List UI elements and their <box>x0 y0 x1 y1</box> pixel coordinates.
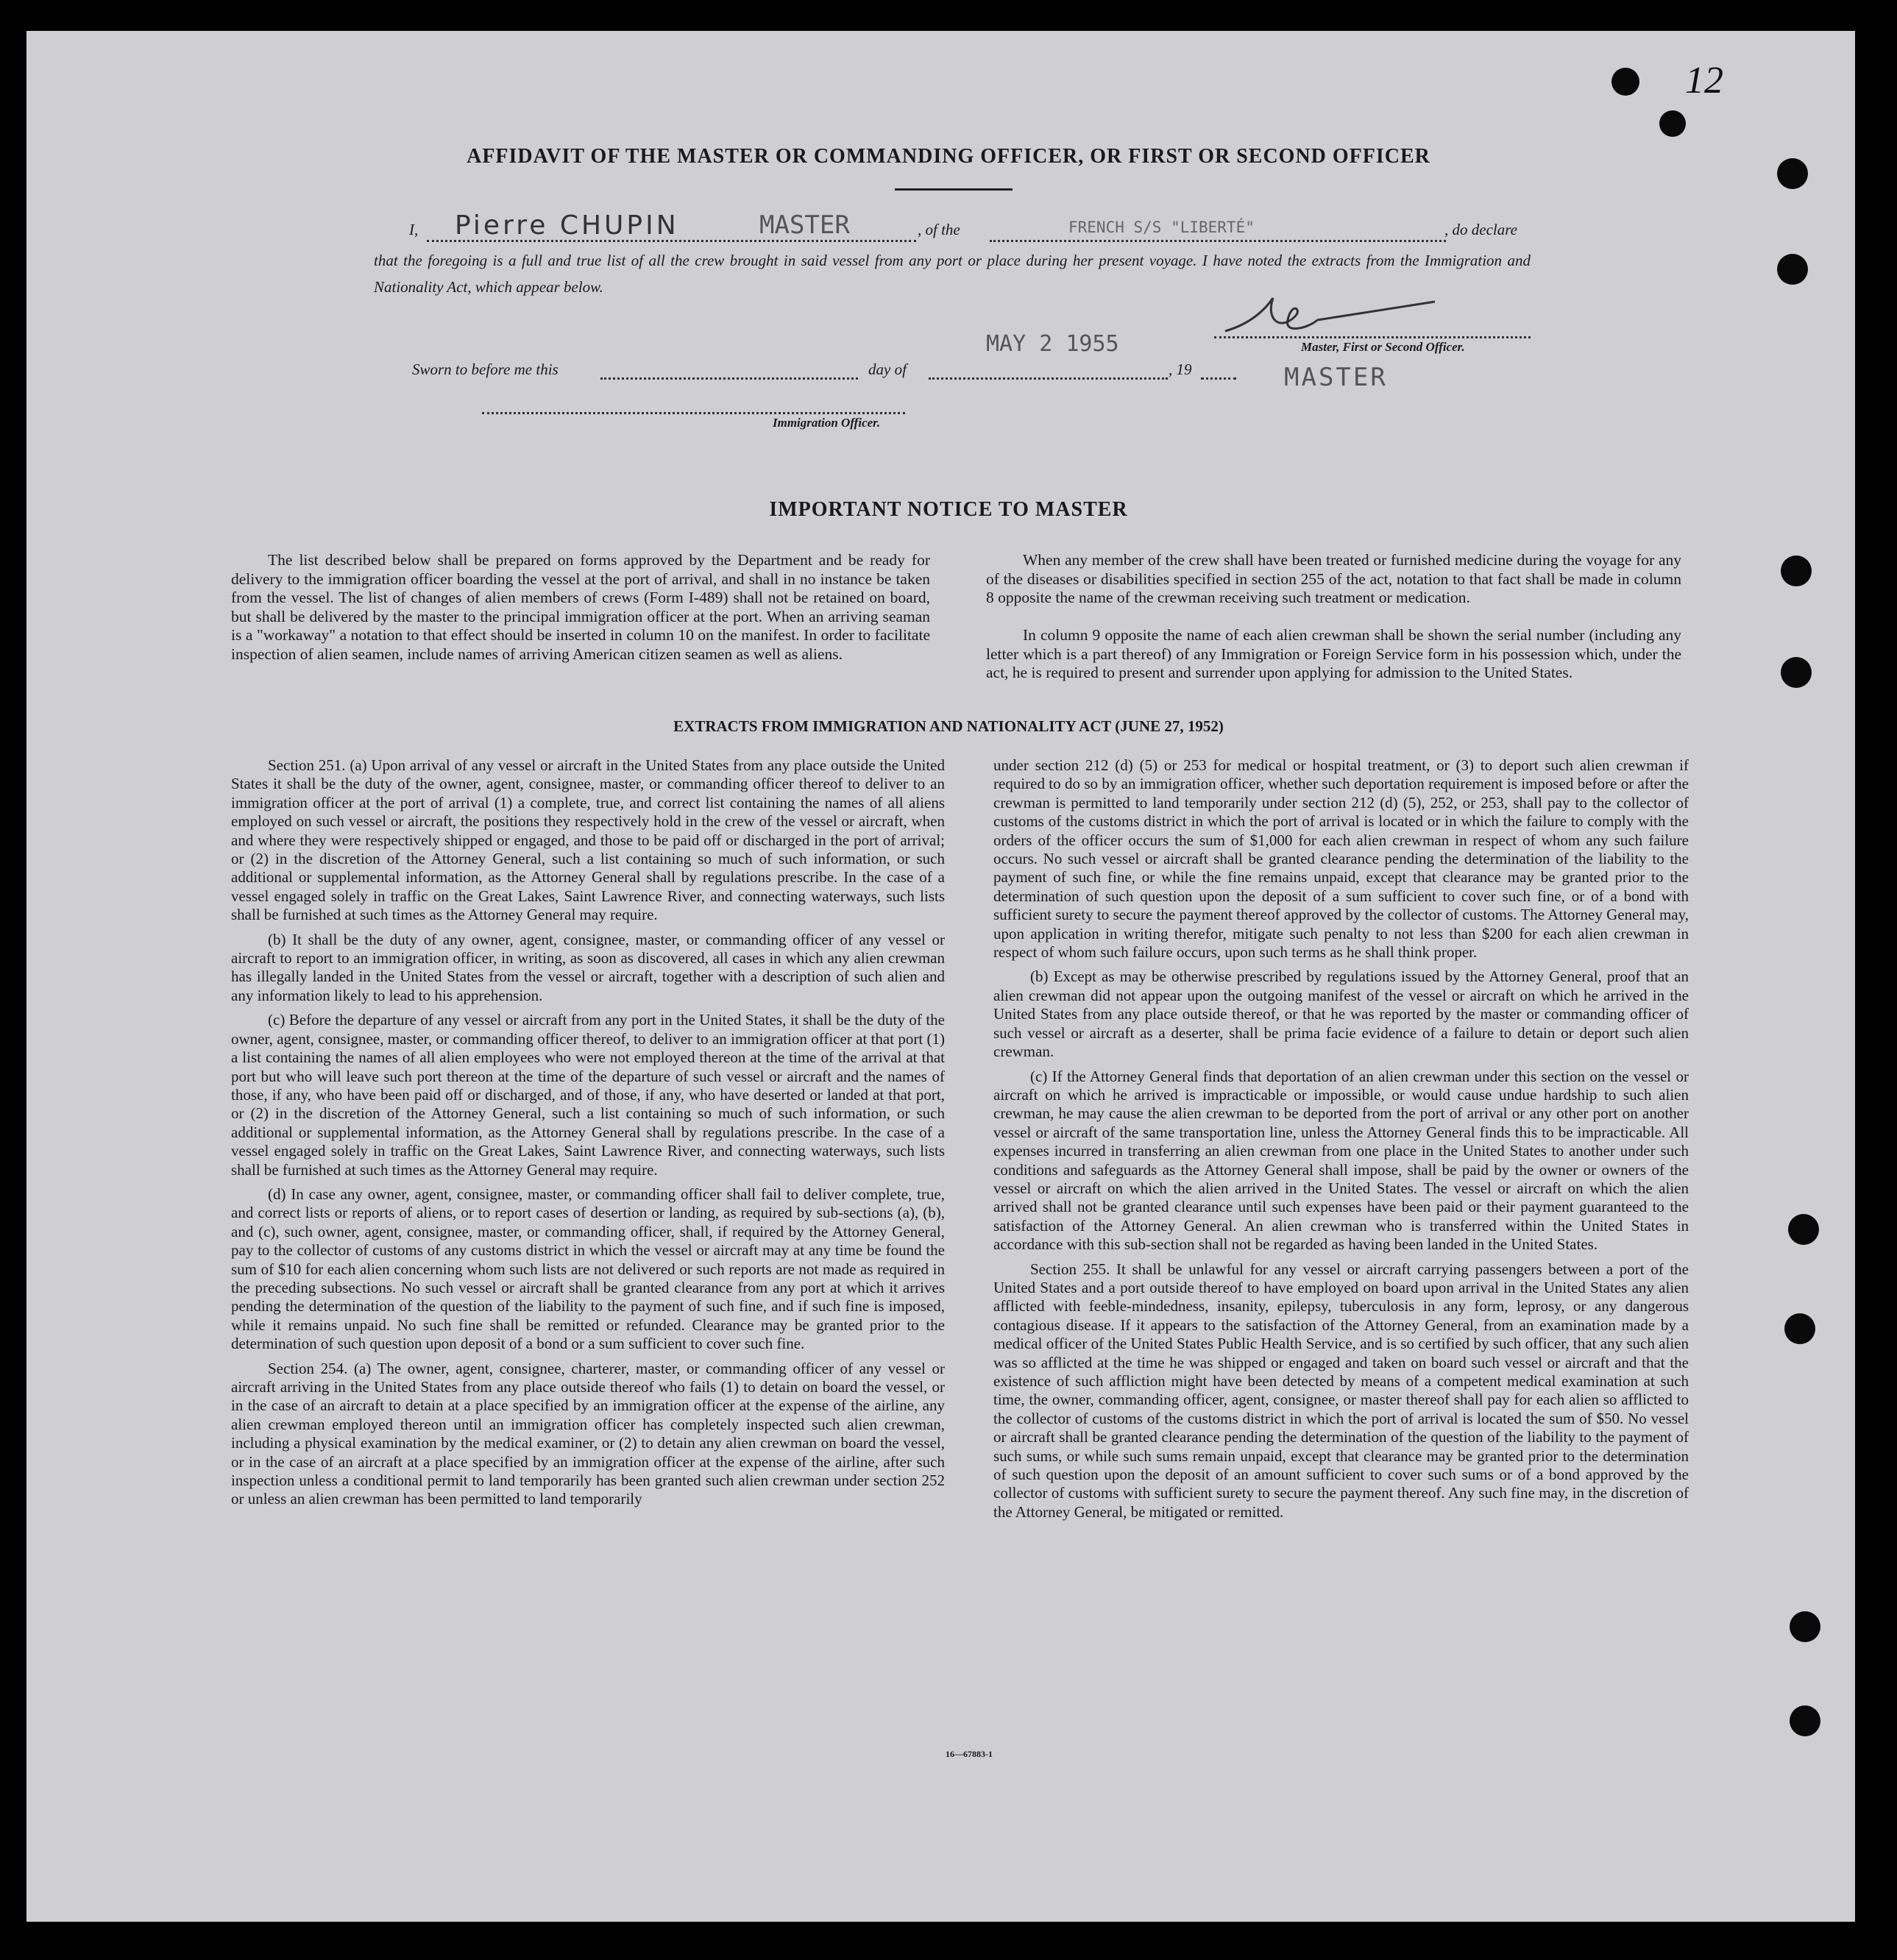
punch-hole-icon <box>1611 68 1639 96</box>
extracts-right-column <box>993 756 1689 1527</box>
affidavit-title: AFFIDAVIT OF THE MASTER OR COMMANDING OFFICER, OR FIRST OR SECOND OFFICER <box>467 145 1430 168</box>
declaration-text: that the foregoing is a full and true list of all the crew brought in said vessel from any port or place during her present voyage. I have noted the extracts from the Immigration and Nationality Act, which appear below. <box>374 252 1531 296</box>
section-254-b: (b) Except as may be otherwise prescribed by regulations issued by the Attorney General, proof that an alien crewman did not appear upon the outgoing manifest of the vessel or aircraft on which he arrived in the United States from any place outside thereof, or that he was reported by the master or commanding officer of such vessel or aircraft as a deserter, shall be prima facie evidence of a failure to detain or deport such alien crewman. <box>993 967 1689 1061</box>
master-stamp: MASTER <box>1284 363 1388 392</box>
i-label: I, <box>409 221 419 238</box>
notice-right-2: In column 9 opposite the name of each alien crewman shall be shown the serial number (including any letter which is a part thereof) of any Immigration or Foreign Service form in his possession which, under the act, he is required to present and surrender upon applying for admission to the United States. <box>986 626 1681 681</box>
section-255: Section 255. It shall be unlawful for any vessel or aircraft carrying passengers between a port of the United States and a port outside thereof to have employed on board upon arrival in the United States any alien afflicted with feeble-mindedness, insanity, epilepsy, tuberculosis in any form, leprosy, or any dangerous contagious disease. If it appears to the satisfaction of the Attorney General, from an examination made by a medical officer of the United States Public Health Service, and is so certified by such officer, that any such alien was so afflicted at the time he was shipped or engaged and taken on board such vessel or aircraft and that the existence of such affliction might have been detected by means of a competent medical examination at such time, the owner, commanding officer, agent, consignee, or master thereof shall pay for each alien so afflicted to the collector of customs of the customs district in which the port of arrival is located the sum of $50. No vessel or aircraft shall be granted clearance pending the determination of the question of the liability to the payment of such sums, or while such sums remain unpaid, except that clearance may be granted prior to the determination of such question upon the deposit of an amount sufficient to cover such sums or of a bond approved by the collector of customs with sufficient surety to secure the payment thereof. Any such fine may, in the discretion of the Attorney General, be mitigated or remitted. <box>993 1260 1689 1521</box>
section-251-a: Section 251. (a) Upon arrival of any vessel or aircraft in the United States from any place outside the United States it shall be the duty of the owner, agent, consignee, master, or commanding officer thereof to deliver to an immigration officer at the port of arrival (1) a complete, true, and correct list containing the names of all aliens employed on such vessel or aircraft, the positions they respectively hold in the crew of the vessel or aircraft, when and where they were respectively shipped or engaged, and those to be paid off or discharged in the port of arrival; or (2) in the discretion of the Attorney General, such a list containing so much of such information, or such additional or supplemental information, as the Attorney General shall by regulations prescribe. In the case of a vessel engaged solely in traffic on the Great Lakes, Saint Lawrence River, and connecting waterways, such lists shall be furnished at such times as the Attorney General may require. <box>231 756 945 924</box>
date-stamp: MAY 2 1955 <box>986 331 1119 357</box>
punch-hole-icon <box>1781 657 1812 688</box>
sworn-label: Sworn to before me this <box>412 361 559 378</box>
vessel-name-stamp: FRENCH S/S "LIBERTÉ" <box>1068 219 1255 236</box>
punch-hole-icon <box>1788 1214 1819 1245</box>
section-254-a: Section 254. (a) The owner, agent, consignee, charterer, master, or commanding officer of any vessel or aircraft arriving in the United States from any place outside thereof who fails (1) to detain on board the vessel, or in the case of an aircraft to detain at a place specified by an immigration officer at the expense of the airline, any alien crewman employed thereon until an immigration officer has completely inspected such alien crewman, including a physical examination by the medical examiner, or (2) to detain any alien crewman on board the vessel, or in the case of an aircraft at a place specified by an immigration officer at the expense of the airline, after such inspection unless a conditional permit to land temporarily has been granted such alien crewman under section 252 or unless an alien crewman has been permitted to land temporarily <box>231 1359 945 1508</box>
sworn-month-line <box>929 377 1168 380</box>
day-of-label: day of <box>868 361 907 378</box>
do-declare-label: , do declare <box>1444 221 1517 238</box>
sworn-day-line <box>600 377 858 380</box>
of-the-label: , of the <box>918 221 960 238</box>
notice-right-1: When any member of the crew shall have been treated or furnished medicine during the voyage for any of the diseases or disabilities specified in section 255 of the act, notation to that fact shall be made in column 8 opposite the name of the crewman receiving such treatment or medication. <box>986 551 1681 606</box>
officer-label: Immigration Officer. <box>773 416 881 430</box>
signature-label: Master, First or Second Officer. <box>1301 340 1465 354</box>
vessel-line <box>990 240 1446 242</box>
section-251-c: (c) Before the departure of any vessel or aircraft from any port in the United States, it shall be the duty of the owner, agent, consignee, master, or commanding officer thereof, to deliver to an immigration officer at that port (1) a list containing the names of all alien employees who were not employed thereon at the time of the arrival at that port but who will leave such port thereon at the time of the departure of such vessel or aircraft and the names of those, if any, who have been paid off or discharged, and of those, if any, who have deserted or landed at that port, or (2) in the discretion of the Attorney General, such a list containing so much of such information, or such additional or supplemental information, as the Attorney General shall by regulations prescribe. In the case of a vessel engaged solely in traffic on the Great Lakes, Saint Lawrence River, and connecting waterways, such lists shall be furnished at such times as the Attorney General may require. <box>231 1011 945 1179</box>
form-number: 16—67883-1 <box>946 1749 993 1759</box>
sworn-year-line <box>1201 377 1236 380</box>
master-title-stamp: MASTER <box>759 210 850 240</box>
extracts-left-column <box>231 756 945 1515</box>
title-rule <box>895 188 1013 191</box>
officer-line <box>482 412 905 414</box>
section-251-d: (d) In case any owner, agent, consignee, master, or commanding officer shall fail to deliver complete, true, and correct lists or reports of aliens, or to report cases of desertion or landing, as required by sub-sections (a), (b), and (c), such owner, agent, consignee, master, or commanding officer, shall, if required by the Attorney General, pay to the collector of customs of any customs district in which the vessel or aircraft may at any time be found the sum of $10 for each alien concerning whom such lists are not delivered or such reports are not made as required in the preceding subsections. No such vessel or aircraft shall be granted clearance from any port at which it arrives pending the determination of the question of the liability to the payment of such fine, and if such fine is imposed, while it remains unpaid. No such fine shall be remitted or refunded. Clearance may be granted prior to the determination of such question upon deposit of a bond or a sum sufficient to cover such fine. <box>231 1185 945 1353</box>
master-name: Pierre CHUPIN <box>455 210 679 241</box>
section-254-a-continued: under section 212 (d) (5) or 253 for medical or hospital treatment, or (3) to deport such alien crewman if required to do so by an immigration officer, whether such deportation requirement is imposed before or after the crewman is permitted to land temporarily under section 212 (d) (5), 252, or 253, shall pay to the collector of customs of the customs district in which the port of arrival is located or in which the failure to comply with the orders of the officer occurs the sum of $1,000 for each alien crewman in respect of whom any such failure occurs. No such vessel or aircraft shall be granted clearance pending the determination of the liability to the payment of such fine, or while the fine remains unpaid, except that clearance may be granted prior to the determination of such question upon the deposit of a sum sufficient to cover such fine, or of a bond with sufficient surety to secure the payment thereof approved by the collector of customs. The Attorney General may, upon application in writing therefor, mitigate such penalty to not less than $200 for each alien crewman in respect of whom such failure occurs, upon such terms as he shall think proper. <box>993 756 1689 962</box>
extracts-title: EXTRACTS FROM IMMIGRATION AND NATIONALITY ACT (JUNE 27, 1952) <box>673 717 1224 735</box>
punch-hole-icon <box>1659 110 1686 137</box>
notice-left: The list described below shall be prepared on forms approved by the Department and be ready for delivery to the immigration officer boarding the vessel at the port of arrival, and shall in no instance be taken from the vessel. The list of changes of alien members of crews (Form I-489) shall not be retained on board, but shall be delivered by the master to the principal immigration officer at the port. When an arriving seaman is a "workaway" a notation to that effect should be inserted in column 10 on the manifest. In order to facilitate inspection of alien seamen, include names of arriving American citizen seamen as well as aliens. <box>231 551 930 663</box>
punch-hole-icon <box>1777 254 1808 285</box>
corner-handwritten-number: 12 <box>1685 60 1723 102</box>
notice-title: IMPORTANT NOTICE TO MASTER <box>769 498 1128 521</box>
section-254-c: (c) If the Attorney General finds that deportation of an alien crewman under this section on the vessel or aircraft on which he arrived is impracticable or impossible, or would cause undue hardship to such alien crewman, he may cause the alien crewman to be deported from the port of arrival or any other port on another vessel or aircraft of the same transportation line, unless the Attorney General finds this to be impracticable. All expenses incurred in transferring an alien crewman from one place in the United States to another under such conditions and safeguards as the Attorney General shall impose, shall be paid by the owner or owners of the vessel or aircraft on which the alien arrived in the United States. The vessel or aircraft on which the alien arrived shall not be granted clearance until such expenses have been paid or their payment guaranteed to the satisfaction of the Attorney General. An alien crewman who is transferred within the United States in accordance with this sub-section shall not be regarded as having been landed in the United States. <box>993 1067 1689 1254</box>
year-prefix: , 19 <box>1169 361 1192 378</box>
punch-hole-icon <box>1784 1313 1815 1344</box>
section-251-b: (b) It shall be the duty of any owner, agent, consignee, master, or commanding officer of any vessel or aircraft to report to an immigration officer, in writing, as soon as discovered, all cases in which any alien crewman has illegally landed in the United States from the vessel or aircraft, together with a description of such alien and any information likely to lead to his apprehension. <box>231 930 945 1004</box>
punch-hole-icon <box>1790 1611 1820 1642</box>
punch-hole-icon <box>1790 1705 1820 1736</box>
signature-line <box>1214 336 1531 338</box>
punch-hole-icon <box>1781 555 1812 586</box>
